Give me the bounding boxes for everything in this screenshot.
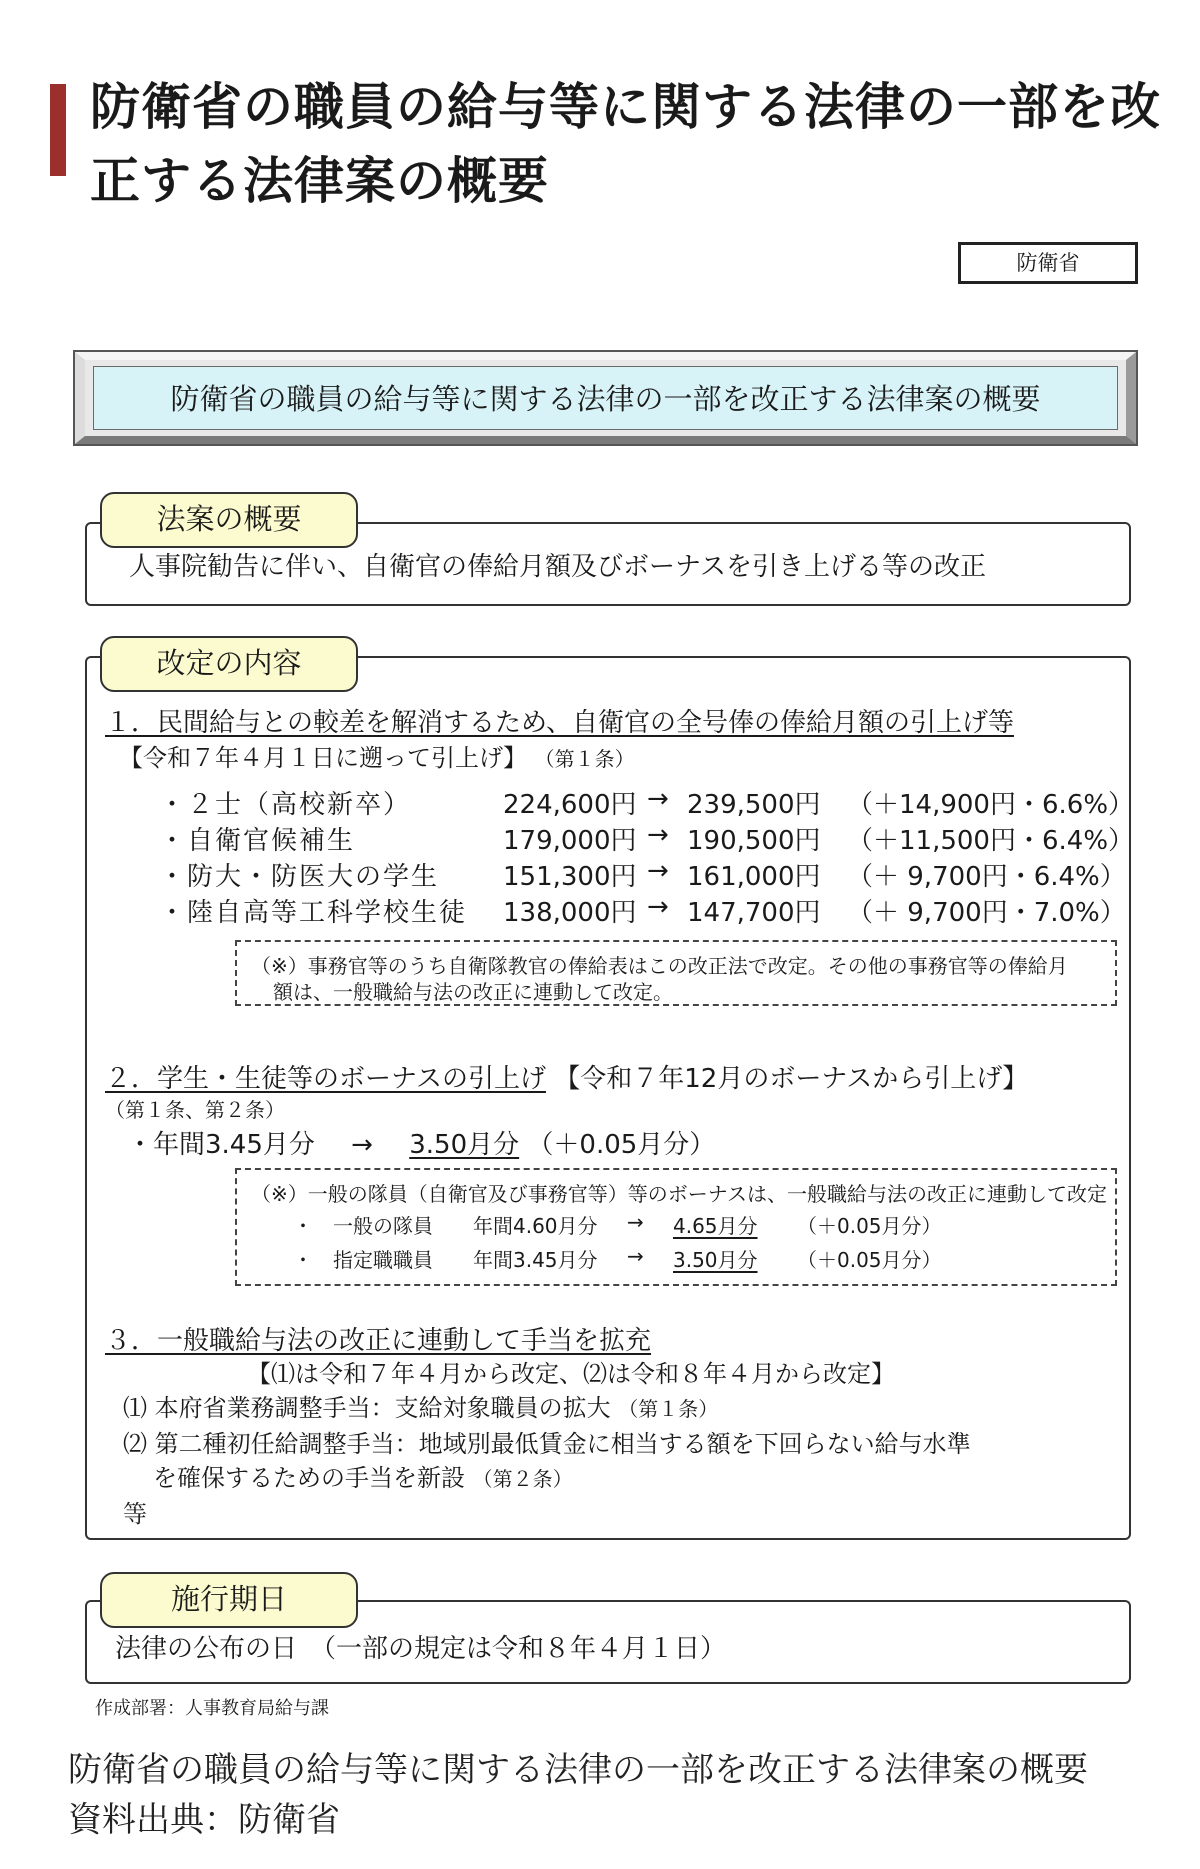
item3-line1: ⑴ 本府省業務調整手当：支給対象職員の拡大: [123, 1394, 611, 1422]
banner-title: 防衛省の職員の給与等に関する法律の一部を改正する法律案の概要: [93, 366, 1118, 430]
salary-row-diff: （＋ 9,700円・6.4%）: [847, 862, 1126, 892]
item3-heading: ３．一般職給与法の改正に連動して手当を拡充: [105, 1326, 652, 1356]
summary-text: 人事院勧告に伴い、自衛官の俸給月額及びボーナスを引き上げる等の改正: [129, 552, 986, 582]
item1-sub-text: 【令和７年４月１日に遡って引上げ】: [119, 744, 527, 772]
bonus-row-diff: （＋0.05月分）: [797, 1214, 942, 1238]
item3-line3-wrap: [153, 1458, 573, 1493]
item2-articles: （第１条、第２条）: [105, 1098, 285, 1122]
contents-tag: 改定の内容: [100, 636, 358, 692]
salary-row-diff: （＋ 9,700円・7.0%）: [847, 898, 1126, 928]
item1-note-line2: 額は、一般職給与法の改正に連動して改定。: [273, 980, 673, 1004]
item2-note-box: [235, 1168, 1117, 1286]
item3-line3-note: （第２条）: [472, 1467, 573, 1491]
salary-row-arrow: →: [647, 856, 669, 886]
contents-section: [85, 656, 1135, 1540]
item1-sub: [119, 738, 635, 773]
item2-annual-line: [127, 1124, 715, 1161]
bonus-row-from: 年間4.60月分: [473, 1214, 598, 1238]
item3-line1-wrap: [123, 1388, 718, 1423]
bonus-row-to: 4.65月分: [673, 1214, 758, 1238]
salary-row-diff: （＋14,900円・6.6%）: [847, 790, 1135, 820]
item1-heading: １．民間給与との較差を解消するため、自衛官の全号俸の俸給月額の引上げ等: [105, 708, 1014, 738]
document-banner: [73, 350, 1138, 446]
salary-row-from: 179,000円: [503, 826, 637, 856]
item3-line1-note: （第１条）: [618, 1397, 719, 1421]
salary-row-from: 138,000円: [503, 898, 637, 928]
item2-heading-bracket: 【令和７年12月のボーナスから引上げ】: [554, 1064, 1029, 1094]
item1-sub-note: （第１条）: [534, 747, 635, 771]
title-accent-bar: [50, 84, 66, 176]
salary-row-name: ・陸自高等工科学校生徒: [159, 898, 468, 928]
item3-sub: 【⑴は令和７年４月から改定、⑵は令和８年４月から改定】: [247, 1360, 895, 1388]
salary-row-name: ・防大・防医大の学生: [159, 862, 440, 892]
footer-note: 作成部署：人事教育局給与課: [95, 1698, 329, 1719]
summary-tag: 法案の概要: [100, 492, 358, 548]
item2-note-line1: （※）一般の隊員（自衛官及び事務官等）等のボーナスは、一般職給与法の改正に連動して改定: [251, 1182, 1107, 1206]
bonus-row-arrow: →: [627, 1210, 644, 1234]
salary-row-to: 161,000円: [687, 862, 821, 892]
bonus-row-name: ・ 一般の隊員: [293, 1214, 433, 1238]
salary-row-name: ・２士（高校新卒）: [159, 790, 412, 820]
salary-row-to: 190,500円: [687, 826, 821, 856]
salary-row-arrow: →: [647, 784, 669, 814]
item2-heading: ２．学生・生徒等のボーナスの引上げ: [105, 1064, 546, 1094]
item3-etc: 等: [123, 1500, 147, 1528]
image-caption: 防衛省の職員の給与等に関する法律の一部を改正する法律案の概要 資料出典：防衛省: [68, 1750, 1122, 1840]
item2-heading-line: [105, 1058, 1028, 1095]
salary-row-from: 224,600円: [503, 790, 637, 820]
bonus-row-name: ・ 指定職職員: [293, 1248, 433, 1272]
bonus-row-to: 3.50月分: [673, 1248, 758, 1272]
effective-tag: 施行期日: [100, 1572, 358, 1628]
salary-row-name: ・自衛官候補生: [159, 826, 356, 856]
item1-note-line1: （※）事務官等のうち自衛隊教官の俸給表はこの改正法で改定。その他の事務官等の俸給月: [251, 954, 1068, 978]
item3-line3: を確保するための手当を新設: [153, 1464, 465, 1492]
page-title: 防衛省の職員の給与等に関する法律の一部を改正する法律案の概要: [90, 78, 1161, 210]
salary-row-arrow: →: [647, 892, 669, 922]
item2-annual-new: 3.50月分: [409, 1130, 520, 1160]
item2-annual-arrow: →: [351, 1130, 373, 1160]
item1-note-box: [235, 940, 1117, 1006]
item3-line2: ⑵ 第二種初任給調整手当：地域別最低賃金に相当する額を下回らない給与水準: [123, 1430, 971, 1458]
bonus-row-diff: （＋0.05月分）: [797, 1248, 942, 1272]
item2-annual-label: ・年間3.45月分: [127, 1130, 315, 1160]
salary-row-from: 151,300円: [503, 862, 637, 892]
effective-text: 法律の公布の日 （一部の規定は令和８年４月１日）: [115, 1634, 727, 1664]
salary-row-diff: （＋11,500円・6.4%）: [847, 826, 1135, 856]
salary-row-to: 239,500円: [687, 790, 821, 820]
salary-row-arrow: →: [647, 820, 669, 850]
organization-label: 防衛省: [958, 242, 1138, 284]
bonus-row-arrow: →: [627, 1244, 644, 1268]
item2-annual-diff: （＋0.05月分）: [527, 1130, 716, 1160]
bonus-row-from: 年間3.45月分: [473, 1248, 598, 1272]
salary-row-to: 147,700円: [687, 898, 821, 928]
